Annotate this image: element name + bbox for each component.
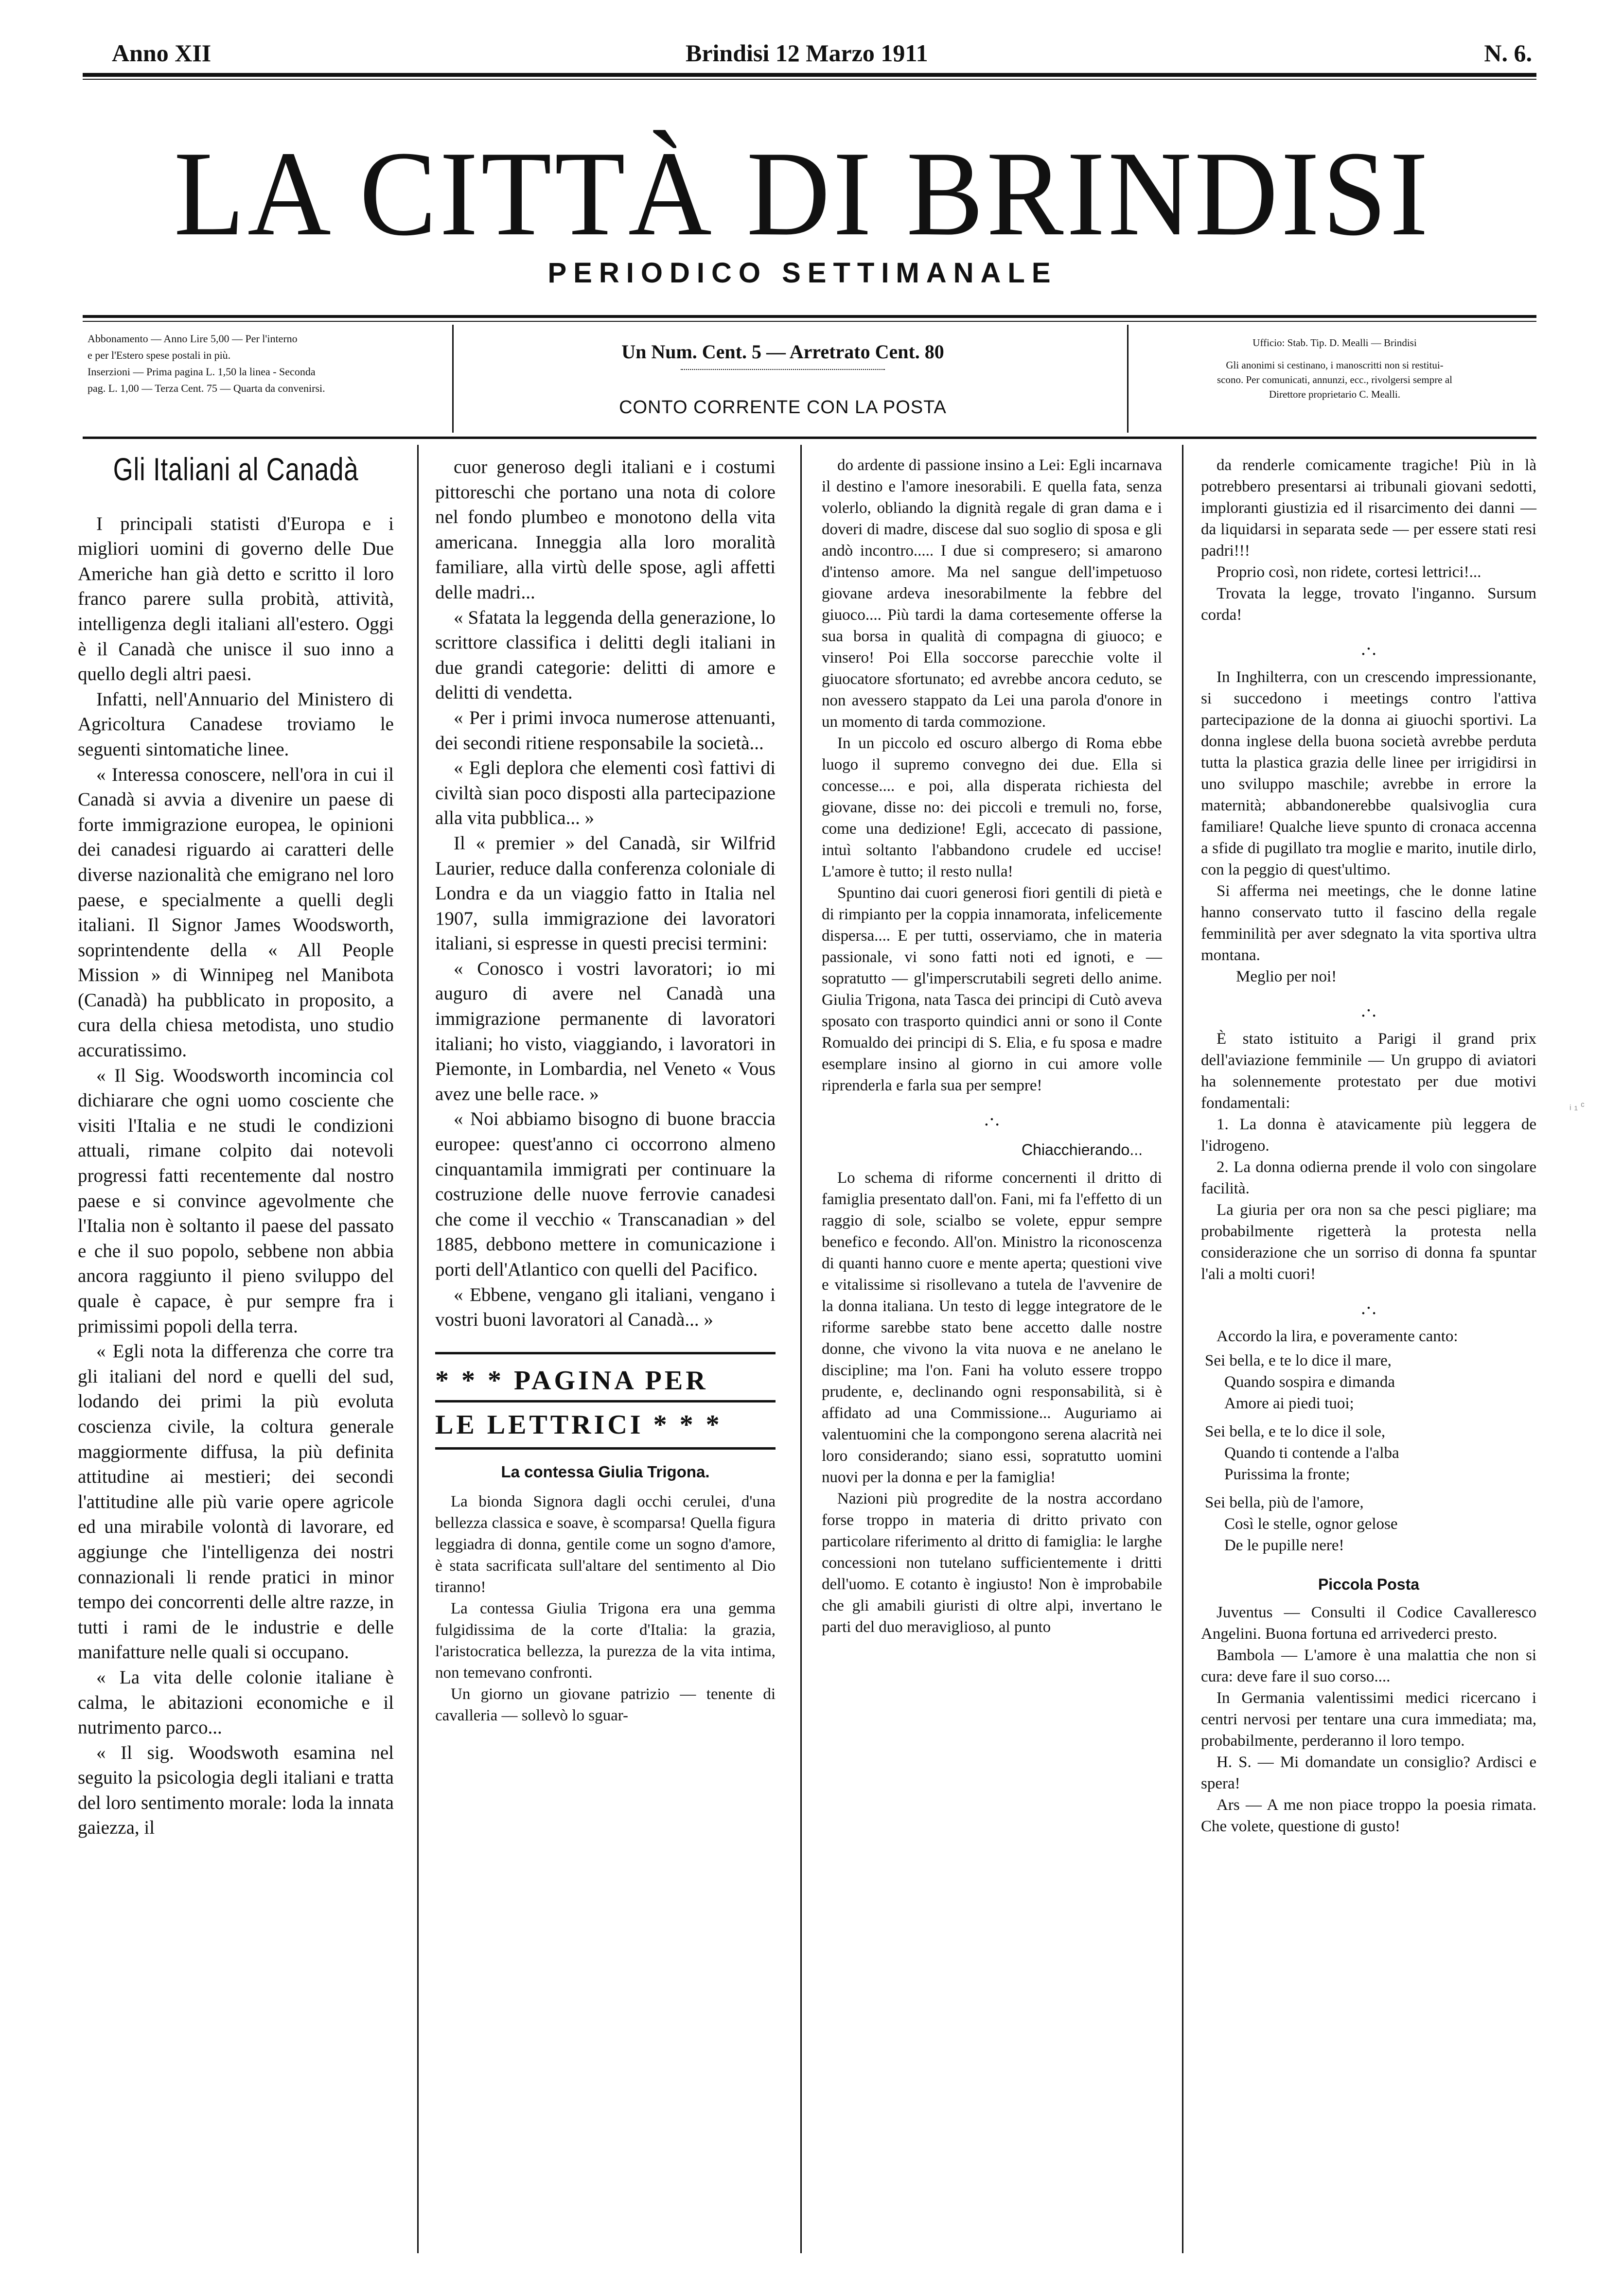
section-separator: .·. bbox=[1361, 1298, 1376, 1318]
section-title-chiacchierando: Chiacchierando... bbox=[1021, 1141, 1143, 1158]
article-continued: cuor generoso degli italiani e i costumi pittoreschi che portano una nota di colore nel fondo plumbeo e monotono della vita americana. Inneggia alla loro moralità familiare, alla virtù delle spose, agli affetti delle madri... « Sfatata la leggenda della generazione, lo scrittore classifica i delitti degli italiani in due grandi categorie: delitti di amore e delitti di vendetta. « Per i primi invoca numerose attenuanti, dei secondi ritiene responsabile la società... « Egli deplora che elementi così fattivi di civiltà sian poco disposti alla partecipazione alla vita pubblica... » Il « premier » del Canadà, sir Wilfrid Laurier, reduce dalla conferenza coloniale di Londra e da un viaggio fatto in Italia nel 1907, sulla immigrazione dei lavoratori italiani, si espresse in questi precisi termini: « Conosco i vostri lavoratori; io mi auguro di avere nel Canadà una immigrazione permanente di lavoratori italiani; ho visto, viaggiando, i lavoratori in Piemonte, in Lombardia, nel Veneto « Vous avez une belle race. » « Noi abbiamo bisogno di buone braccia europee: quest'anno ci occorrono almeno cinquantamila immigrati per continuare la costruzione delle nuove ferrovie canadesi che come il vecchio « Transcanadian » del 1885, debbono mettere in comunicazione i porti dell'Atlantico con quelli del Pacifico. « Ebbene, vengano gli italiani, vengano i vostri buoni lavoratori al Canadà... » * * * PAGINA PER LE LETTRICI * * * La contessa Giulia Trigona. La bionda Signora dagli occhi cerulei, d'una bellezza classica e soave, è scomparsa! Quella figura leggiadra di donna, gentile come un sogno d'amore, è stata sacrificata sull'altare del sentimento al Dio tiranno! La contessa Giulia Trigona era una gemma fulgidissima de la corte d'Italia: la grazia, l'aristocratica bellezza, la purezza de la vita intima, non temevano confronti. Un giorno un giovane patrizio — tenente di cavalleria — sollevò lo sguar- bbox=[435, 455, 776, 1726]
info-rule-top-thin bbox=[83, 321, 1536, 322]
article-trigona-continued: do ardente di passione insino a Lei: Egli incarnava il destino e l'amore inesorabili. E quella fata, senza volerlo, obliando la dignità regale di gran dama e i doveri di madre, discese dal suo soglio di sposa e gli andò incontro..... I due si compresero; si amarono d'intenso amore. Ma nel sangue dell'impetuoso giovane ardeva inesorabilmente la febbre del giuoco.... Più tardi la dama cortesemente offerse la sua borsa in qualità di compagna di giuoco; e vinsero! Poi Ella soccorse parecchie volte il giuocatore sfortunato; ed avrebbe ancora ceduto, se non avessero stappato da Lei una parola d'onore in un momento di tarda commozione. In un piccolo ed oscuro albergo di Roma ebbe luogo il supremo convegno dei due. Ella si concesse.... e poi, alla disperata richiesta del giovane, disse no: dei piccoli e tremuli no, forse, come una dedizione! Egli, accecato di passione, intuì soltanto l'abbandono crudele ed uccise! L'amore è tutto; il resto nulla! Spuntino dai cuori generosi fiori gentili di pietà e di rimpianto per la coppia innamorata, infelicemente dispersa.... E per tutti, osserviamo, che in materia passionale, vi sono fatti noti ed ignoti, e — sopratutto — gl'imperscrutabili segreti dello anime. Giulia Trigona, nata Tasca dei principi di Cutò aveva sposato con trasporto quindici anni or sono il Conte Romualdo dei principi di S. Elia, e fu sposa e madre esemplare insino al giorno in cui amore volle riprenderla e farla sua per sempre! .·. Chiacchierando... Lo schema di riforme concernenti il dritto di famiglia presentato dall'on. Fani, mi fa l'effetto di un raggio di sole, scialbo se volete, eppur sempre benefico e fecondo. All'on. Ministro la riconoscenza di quanti hanno cuore e mente aperta; questioni vive e vitalissime si risollevano a tutela de l'avvenire de la donna italiana. Un testo di legge integratore de le riforme sarebbe stato bene accetto dalle nostre donne, che vivono la vita nuova e ne anelano le discipline; ma l'on. Fani ha voluto essere troppo prudente, e, declinando ogni responsabilità, si è affidato ad una Commissione... Auguriamo ai valentuomini che la compongono serena alacrità nei loro considerando; siano essi, sopratutto uomini nuovi per la donna e per la famiglia! Nazioni più progredite de la nostra accordano forse troppo in materia di dritto privato con particolare riferimento al dritto di famiglia: le larghe concessioni non tutelano sufficientemente i dritti dell'uomo. E cotanto è ingiusto! Non è improbabile che gli amabili giuristi di oltre alpi, invertano le parti del duo meraviglioso, al punto bbox=[822, 456, 1162, 1636]
column-rule-3 bbox=[1182, 445, 1183, 2253]
wavy-rule bbox=[681, 369, 885, 372]
section-body: La bionda Signora dagli occhi cerulei, d'una bellezza classica e soave, è scomparsa! Quella figura leggiadra di donna, gentile come un sogno d'amore, è stata sacrificata sull'altare del sentimento al Dio tiranno! La contessa Giulia Trigona era una gemma fulgidissima de la corte d'Italia: la grazia, l'aristocratica bellezza, la purezza de la vita intima, non temevano confronti. Un giorno un giovane patrizio — tenente di cavalleria — sollevò lo sguar- bbox=[435, 1493, 776, 1725]
account-line: CONTO CORRENTE CON LA POSTA bbox=[619, 397, 947, 418]
section-separator: .·. bbox=[984, 1109, 1000, 1130]
issue-year: Anno XII bbox=[112, 39, 212, 67]
issue-number: N. 6. bbox=[1484, 39, 1532, 67]
subscription-info: Abbonamento — Anno Lire 5,00 — Per l'interno e per l'Estero spese postali in più. Inserzioni — Prima pagina L. 1,50 la linea - Seconda pag. L. 1,00 — Terza Cent. 75 — Quarta da convenirsi. bbox=[88, 333, 325, 394]
section-separator: .·. bbox=[1361, 1000, 1376, 1021]
office-info: Ufficio: Stab. Tip. D. Mealli — Brindisi Gli anonimi si cestinano, i manoscritti non si restitui- scono. Per comunicati, annunzi, ecc., rivolgersi sempre al Direttore proprietario C. Mealli. bbox=[1217, 337, 1452, 400]
section-title: La contessa Giulia Trigona. bbox=[501, 1462, 710, 1481]
article-title: Gli Italiani al Canadà bbox=[113, 451, 359, 487]
masthead-subtitle: PERIODICO SETTIMANALE bbox=[547, 257, 1058, 289]
info-rule-top bbox=[83, 315, 1536, 318]
column-rule-1 bbox=[417, 445, 419, 2253]
price-info bbox=[447, 340, 1118, 418]
section-separator: .·. bbox=[1361, 639, 1376, 659]
info-rule-bottom bbox=[83, 437, 1536, 439]
article-italiani-canada: Gli Italiani al Canadà I principali statisti d'Europa e i migliori uomini di governo delle Due Americhe han già detto e scritto il loro franco parere sulla probità, attività, intelligenza degli italiani all'estero. Oggi è il Canadà che unisce il suo inno a quello degli altri paesi. Infatti, nell'Annuario del Ministero di Agricoltura Canadese troviamo le seguenti sintomatiche linee. « Interessa conoscere, nell'ora in cui il Canadà si avvia a divenire un paese di forte immigrazione europea, le opinioni dei canadesi riguardo ai caratteri delle diverse nazionalità che emigrano nel loro paese, e specialmente a quelli degli italiani. Il Signor James Woodsworth, soprintendente della « All People Mission » di Winnipeg nel Manibota (Canadà) ha pubblicato in proposito, a cura della chiesa metodista, uno studio accuratissimo. « Il Sig. Woodsworth incomincia col dichiarare che ogni uomo cosciente che visiti l'Italia e ne studi le condizioni attuali, rimane colpito dai notevoli progressi fatti recentemente dal nostro paese e si convince agevolmente che l'Italia non è soltanto il paese del passato e che il suo popolo, sebbene non abbia ancora raggiunto il pieno sviluppo del quale è capace, è pur sempre fra i primissimi popoli della terra. « Egli nota la differenza che corre tra gli italiani del nord e quelli del sud, lodando dei primi la più evoluta coscienza civile, la coltura generale maggiormente diffusa, la più definita attitudine ai mestieri; dei secondi l'attitudine alle più varie opere agricole ed una mirabile volontà di lavorare, ed aggiunge che l'intelligenza dei nostri connazionali li rende pratici in minor tempo dei concorrenti delle altre razze, in tutti i rami de le industrie e delle manifatture nelle quali si occupano. « La vita delle colonie italiane è calma, le abitazioni economiche e il nutrimento parco... « Il sig. Woodswoth esamina nel seguito la psicologia degli italiani e tratta del loro sentimento morale: loda la innata gaiezza, il bbox=[78, 451, 394, 1839]
price-line: Un Num. Cent. 5 — Arretrato Cent. 80 bbox=[621, 341, 944, 363]
article-column-four: da renderle comicamente tragiche! Più in là potrebbero presentarsi ai tribunali giovani sedotti, imploranti giustizia ed il risarcimento dei danni — da liquidarsi in separata sede — per essere stati resi padri!!! Proprio così, non ridete, cortesi lettrici!... Trovata la legge, trovato l'inganno. Sursum corda! .·. In Inghilterra, con un crescendo impressionante, si succedono i meetings contro l'attiva partecipazione de la donna ai giuochi sportivi. La donna inglese della buona società avrebbe perduta tutta la plastica grazia delle linee per irrigidirsi in uno sviluppo maschile; avrebbe in errore la maternità; abbandonerebbe qualsivoglia cura familiare! Qualche lieve spunto di cronaca accenna a sfide di pugillato tra moglie e marito, inutile dirlo, con la peggio di quest'ultimo. Si afferma nei meetings, che le donne latine hanno conservato tutto il fascino della regale femminilità per aver sdegnato la vita sportiva ultra montana. Meglio per noi! .·. È stato istituito a Parigi il grand prix dell'aviazione femminile — Un gruppo di aviatori ha solennemente protestato per due motivi fondamentali: 1. La donna è atavicamente più leggera de l'idrogeno. 2. La donna odierna prende il volo con singolare facilità. La giuria per ora non sa che pesci pigliare; ma probabilmente rigetterà la protesta nella considerazione che un sorriso di donna fa spuntar l'ali a molti cuori! .·. Accordo la lira, e poveramente canto: Sei bella, e te lo dice il mare, Quando sospira e dimanda Amore ai piedi tuoi; Sei bella, e te lo dice il sole, Quando ti contende a l'alba Purissima la fronte; Sei bella, più de l'amore, Così le stelle, ognor gelose De le pupille nere! Piccola Posta Juventus — Consulti il Codice Cavalleresco Angelini. Buona fortuna ed arrivederci presto. Bambola — L'amore è una malattia che non si cura: deve fare il suo corso.... In Germania valentissimi medici ricercano i centri nervosi per tentare una cura immediata; ma, probabilmente, perderanno il loro tempo. H. S. — Mi domandate un consiglio? Ardisci e spera! Ars — A me non piace troppo la poesia rimata. Che volete, questione di gusto! bbox=[1201, 456, 1536, 1835]
masthead-title: LA CITTÀ DI BRINDISI bbox=[174, 126, 1431, 261]
issue-date: Brindisi 12 Marzo 1911 bbox=[686, 39, 928, 67]
pagina-per-le-lettrici: * * * PAGINA PER LE LETTRICI * * * bbox=[435, 1361, 776, 1450]
header-line bbox=[112, 29, 1532, 67]
column-rule-2 bbox=[800, 445, 802, 2253]
top-rule bbox=[83, 73, 1536, 77]
top-rule-thin bbox=[83, 79, 1536, 80]
pagina-rule-top bbox=[435, 1352, 776, 1354]
info-divider-right bbox=[1127, 325, 1129, 433]
poem: Sei bella, e te lo dice il mare, Quando sospira e dimanda Amore ai piedi tuoi; Sei bella, e te lo dice il sole, Quando ti contende a l'alba Purissima la fronte; Sei bella, più de l'amore, Così le stelle, ognor gelose De le pupille nere! bbox=[1205, 1352, 1399, 1554]
piccola-posta-title: Piccola Posta bbox=[1318, 1576, 1420, 1593]
margin-mark: ᵢ ₁ ᶜ bbox=[1570, 1100, 1585, 1112]
